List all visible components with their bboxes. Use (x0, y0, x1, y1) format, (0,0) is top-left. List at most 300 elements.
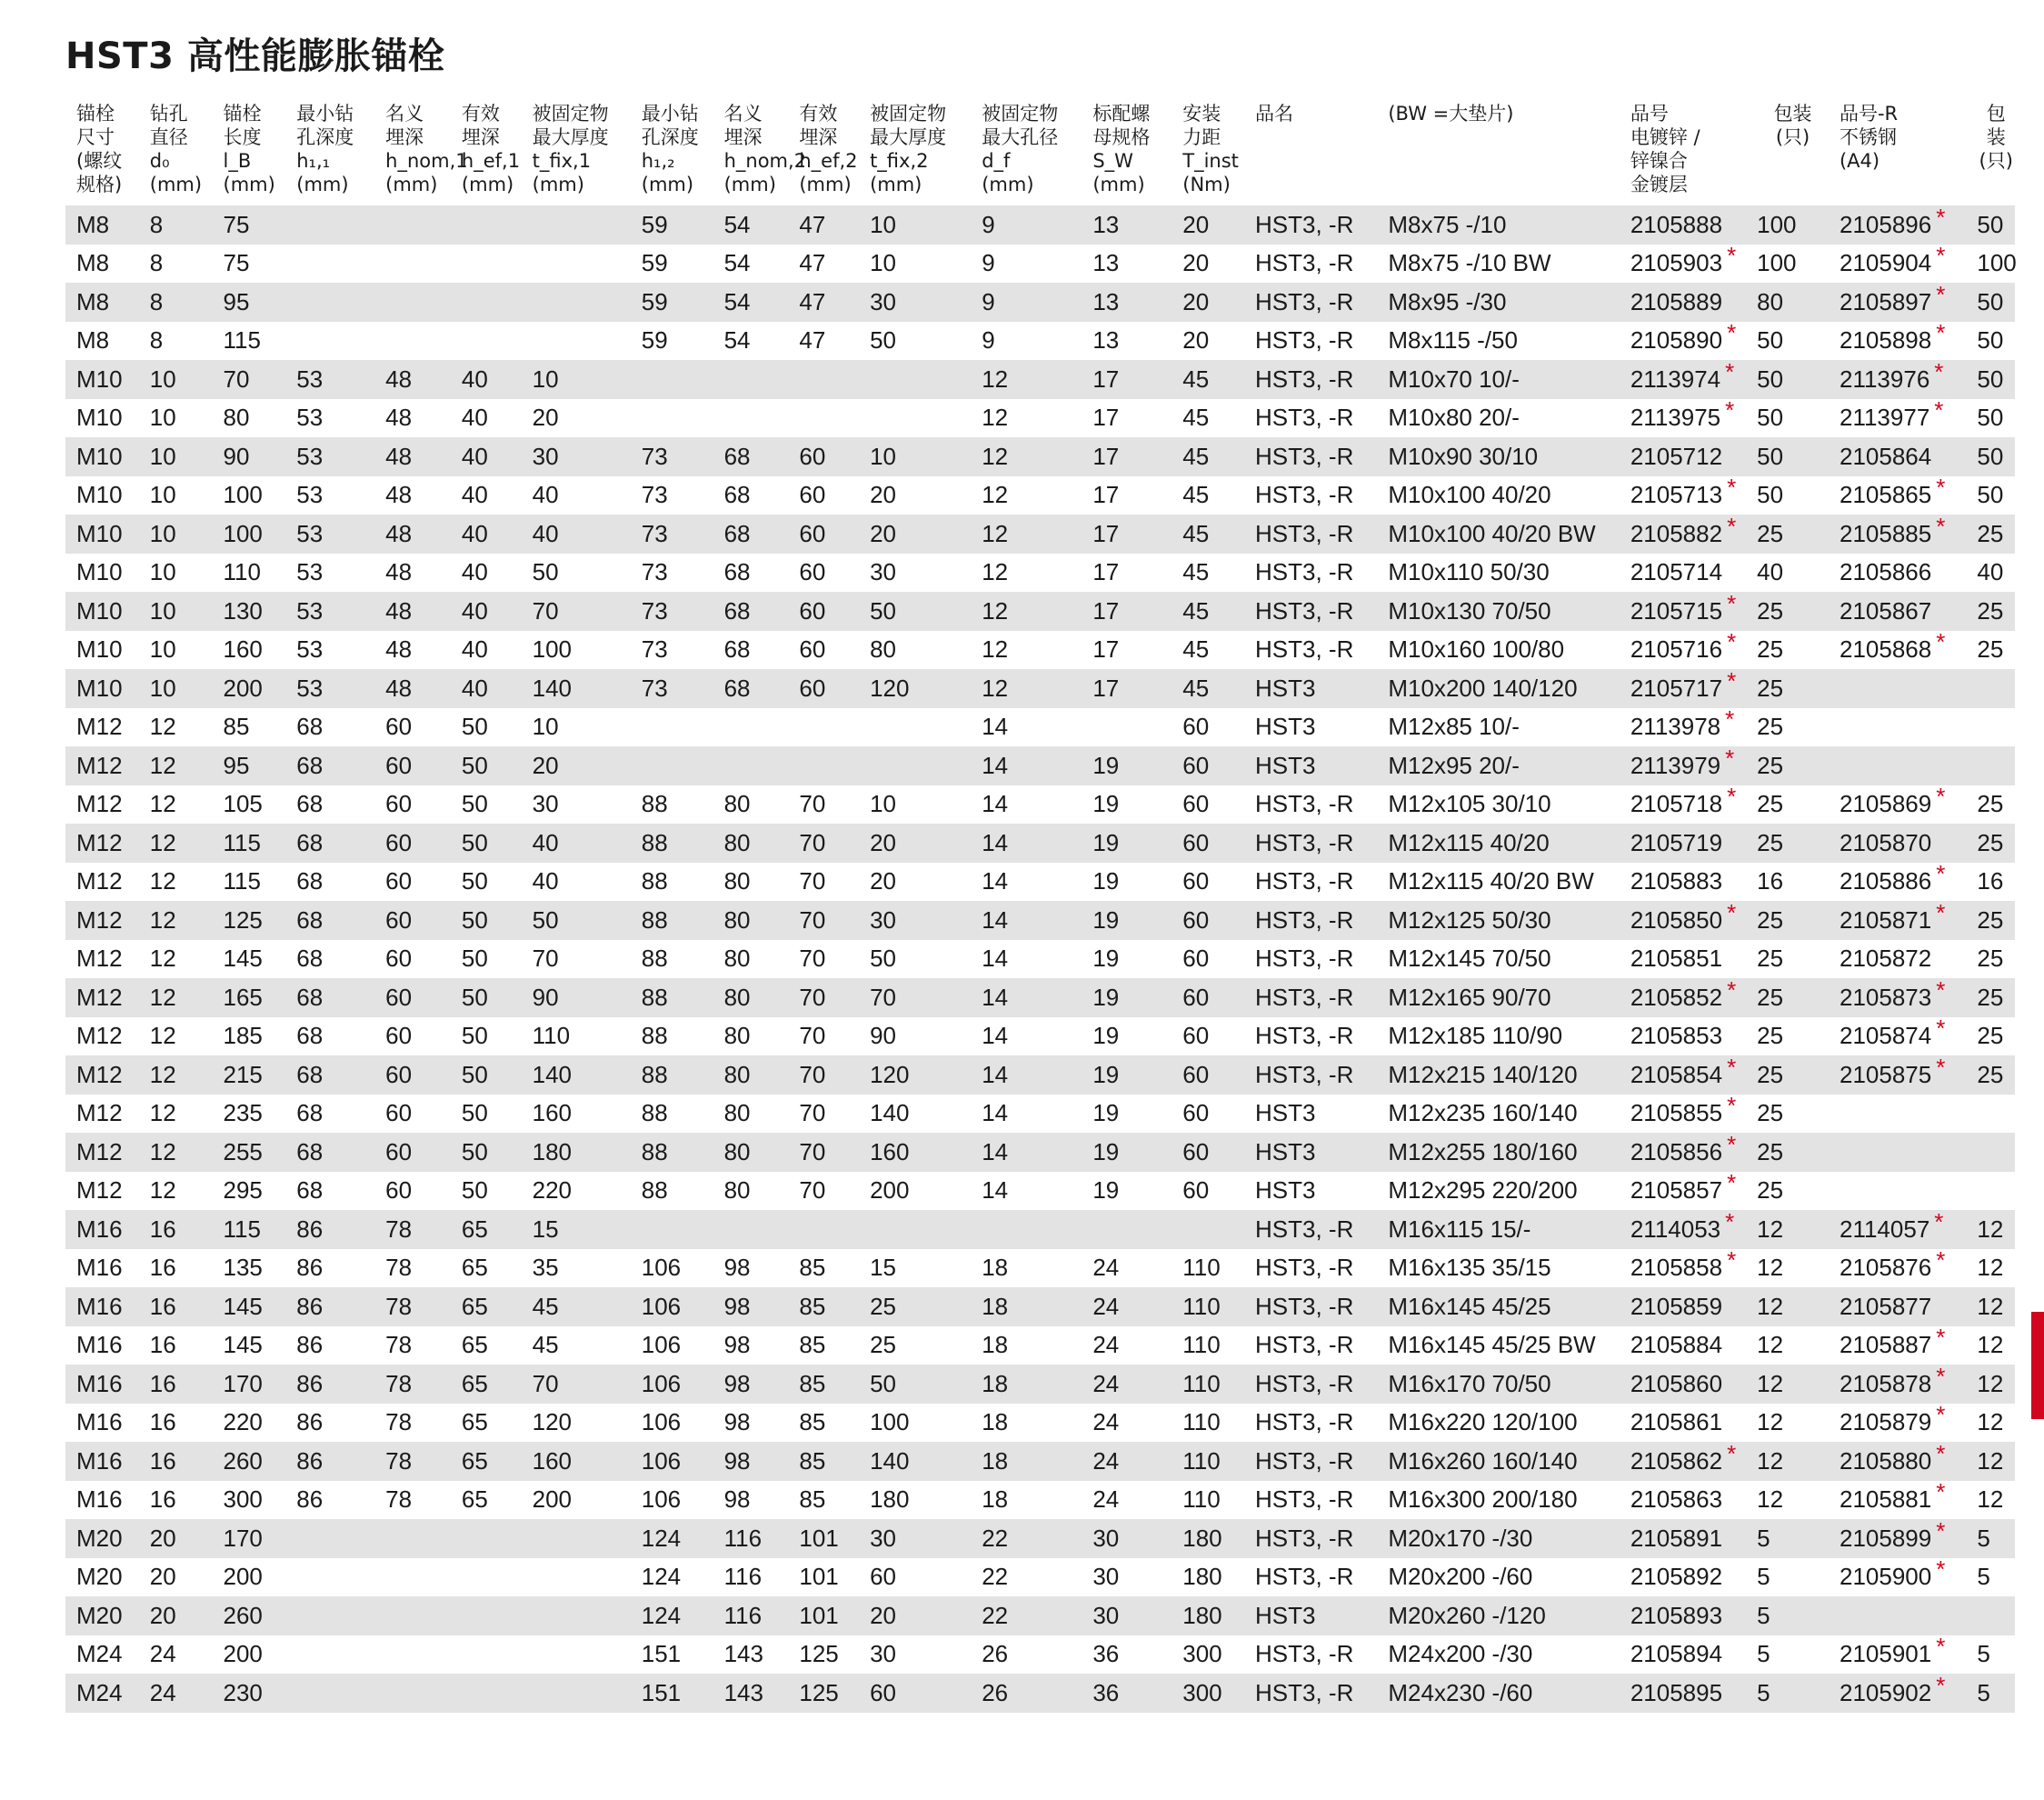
cell-item1: 2105883 (1630, 867, 1723, 895)
cell-lb: 170 (213, 1519, 286, 1558)
asterisk-icon: * (1727, 1439, 1737, 1467)
cell-sw: 36 (1082, 1674, 1172, 1713)
cell-pack2: 25 (1966, 824, 2015, 863)
cell-tinst: 20 (1172, 283, 1244, 322)
cell-h12: 73 (631, 437, 713, 476)
cell-size: M8 (76, 326, 110, 355)
cell-sw: 17 (1092, 481, 1120, 509)
cell-h11: 68 (285, 824, 374, 863)
cell-h11: 68 (285, 978, 374, 1017)
cell-hnom2: 68 (713, 515, 789, 554)
cell-tfix2: 160 (859, 1133, 971, 1172)
cell-item2: 2105875 * (1829, 1055, 1966, 1095)
cell-pack1: 5 (1746, 1596, 1829, 1635)
cell-pack1: 5 (1757, 1640, 1770, 1668)
cell-name: HST3, -R (1255, 867, 1354, 895)
cell-pack1: 25 (1746, 824, 1829, 863)
table-row (65, 940, 2015, 979)
asterisk-icon: * (1936, 1478, 1946, 1506)
cell-h12: 88 (641, 945, 668, 973)
cell-hef2: 101 (799, 1563, 839, 1591)
cell-name: HST3, -R (1244, 1674, 1377, 1713)
cell-hnom1: 78 (374, 1287, 451, 1326)
cell-hef1: 50 (461, 867, 488, 895)
cell-name: HST3, -R (1244, 824, 1377, 863)
cell-pack2: 12 (1966, 1287, 2015, 1326)
cell-hnom1: 60 (385, 1099, 413, 1127)
table-row (65, 1172, 2015, 1211)
cell-size: M12 (76, 1099, 123, 1127)
cell-hef2 (788, 399, 859, 438)
cell-d0: 12 (149, 790, 176, 818)
asterisk-icon: * (1727, 474, 1737, 502)
table-row (65, 554, 2015, 593)
asterisk-icon: * (1727, 783, 1737, 811)
asterisk-icon: * (1727, 512, 1737, 540)
cell-tfix2: 30 (870, 558, 896, 586)
cell-tfix2 (859, 1210, 971, 1249)
cell-item2: 2105902 * (1829, 1674, 1966, 1713)
cell-h11: 68 (296, 713, 324, 741)
cell-name: HST3, -R (1244, 360, 1377, 399)
cell-pack1: 25 (1746, 978, 1829, 1017)
asterisk-icon: * (1727, 589, 1737, 617)
cell-pack2 (1966, 1596, 2015, 1635)
cell-hef1: 50 (461, 945, 488, 973)
cell-hef2: 85 (799, 1331, 826, 1359)
cell-df: 22 (971, 1519, 1082, 1558)
cell-hef1 (451, 322, 522, 361)
cell-lb: 75 (223, 249, 250, 277)
cell-d0: 16 (139, 1365, 213, 1404)
cell-item1: 2105891 (1620, 1519, 1746, 1558)
cell-pack2: 5 (1977, 1563, 1990, 1591)
cell-hef2: 60 (788, 515, 859, 554)
cell-h12: 151 (631, 1674, 713, 1713)
cell-h11: 53 (285, 669, 374, 708)
cell-item2 (1829, 669, 1966, 708)
cell-hef2: 47 (799, 249, 826, 277)
cell-hef1: 50 (451, 1133, 522, 1172)
cell-h11: 53 (285, 592, 374, 631)
cell-size: M12 (65, 1133, 139, 1172)
cell-hef2: 85 (788, 1365, 859, 1404)
cell-sw: 17 (1082, 669, 1172, 708)
cell-tfix1: 180 (522, 1133, 631, 1172)
cell-df: 14 (971, 978, 1082, 1017)
cell-item2: 2105887 * (1839, 1324, 1946, 1359)
cell-hef2: 70 (799, 867, 826, 895)
cell-desc: M16x300 200/180 (1388, 1485, 1578, 1514)
cell-hef2 (788, 746, 859, 785)
cell-tinst: 60 (1182, 945, 1210, 973)
cell-name: HST3, -R (1244, 437, 1377, 476)
cell-sw: 17 (1082, 360, 1172, 399)
cell-sw: 24 (1082, 1442, 1172, 1481)
cell-h11: 53 (285, 515, 374, 554)
cell-pack1: 100 (1757, 249, 1797, 277)
cell-lb: 165 (213, 978, 286, 1017)
cell-hef1: 50 (451, 824, 522, 863)
asterisk-icon: * (1725, 705, 1735, 734)
cell-item1: 2114053 * (1620, 1210, 1746, 1249)
cell-sw: 24 (1092, 1254, 1120, 1282)
cell-pack2: 5 (1966, 1519, 2015, 1558)
cell-item1: 2105884 (1630, 1331, 1723, 1359)
cell-hnom1: 48 (385, 558, 413, 586)
cell-h12: 59 (631, 205, 713, 245)
cell-desc: M10x70 10/- (1377, 360, 1619, 399)
cell-tinst: 45 (1172, 360, 1244, 399)
cell-desc: M16x220 120/100 (1388, 1408, 1578, 1436)
cell-hnom1: 78 (374, 1442, 451, 1481)
cell-item1: 2105894 (1630, 1640, 1723, 1668)
cell-h12: 59 (641, 326, 668, 355)
cell-item1: 2105862 * (1620, 1442, 1746, 1481)
cell-hef2: 47 (788, 283, 859, 322)
cell-h12: 106 (641, 1408, 682, 1436)
cell-hnom2: 98 (723, 1331, 751, 1359)
table-row (65, 1287, 2015, 1326)
cell-df: 14 (982, 867, 1009, 895)
asterisk-icon: * (1936, 1362, 1946, 1390)
cell-tinst: 45 (1172, 592, 1244, 631)
table-row (65, 863, 2015, 902)
cell-tfix2: 50 (870, 326, 896, 355)
cell-df: 12 (982, 481, 1009, 509)
cell-tinst: 60 (1182, 1022, 1210, 1050)
cell-h11: 68 (285, 746, 374, 785)
cell-hnom1: 78 (374, 1210, 451, 1249)
cell-h12: 73 (641, 481, 668, 509)
cell-tfix2: 15 (870, 1254, 896, 1282)
col-header-pack2: 包装 (只) (1979, 103, 2013, 172)
cell-item1: 2105892 (1630, 1563, 1723, 1591)
cell-lb: 145 (213, 1287, 286, 1326)
cell-hef2: 60 (788, 592, 859, 631)
cell-size: M8 (65, 283, 139, 322)
cell-pack1: 5 (1746, 1674, 1829, 1713)
cell-tfix2: 80 (870, 635, 896, 664)
cell-sw: 19 (1082, 1055, 1172, 1095)
cell-name: HST3 (1244, 1596, 1377, 1635)
cell-h11: 86 (285, 1287, 374, 1326)
cell-pack1: 25 (1746, 746, 1829, 785)
cell-hnom1: 78 (385, 1485, 413, 1514)
asterisk-icon: * (1936, 860, 1946, 888)
cell-size: M16 (76, 1485, 123, 1514)
cell-item2: 2105864 (1829, 437, 1966, 476)
col-header-tinst: 安装 力距 T_inst (Nm) (1182, 103, 1239, 195)
cell-hnom2: 68 (713, 437, 789, 476)
cell-df: 14 (982, 1099, 1009, 1127)
cell-tfix1: 15 (522, 1210, 631, 1249)
cell-item1: 2113978 * (1630, 705, 1735, 741)
cell-tfix2: 30 (859, 283, 971, 322)
cell-hnom2: 143 (723, 1640, 763, 1668)
cell-tfix1: 160 (532, 1099, 573, 1127)
cell-sw: 19 (1082, 1133, 1172, 1172)
cell-tinst: 180 (1172, 1596, 1244, 1635)
cell-item1: 2105859 (1620, 1287, 1746, 1326)
cell-desc: M12x215 140/120 (1377, 1055, 1619, 1095)
cell-d0: 10 (149, 558, 176, 586)
cell-df: 14 (971, 746, 1082, 785)
cell-lb: 90 (213, 437, 286, 476)
cell-tinst: 110 (1182, 1331, 1221, 1359)
cell-hnom2: 68 (723, 481, 751, 509)
cell-tfix1: 140 (522, 1055, 631, 1095)
cell-size: M10 (65, 360, 139, 399)
cell-df: 12 (982, 558, 1009, 586)
asterisk-icon: * (1727, 319, 1737, 347)
asterisk-icon: * (1725, 1207, 1735, 1235)
cell-hnom2: 98 (713, 1442, 789, 1481)
cell-hef1: 65 (451, 1210, 522, 1249)
cell-hef2: 60 (799, 635, 826, 664)
cell-pack1: 12 (1746, 1287, 1829, 1326)
asterisk-icon: * (1936, 898, 1946, 926)
cell-hef2: 85 (799, 1485, 826, 1514)
table-row (65, 476, 2015, 515)
cell-lb: 160 (223, 635, 263, 664)
cell-tfix1: 70 (522, 592, 631, 631)
cell-sw: 17 (1082, 515, 1172, 554)
cell-hef2: 70 (788, 1055, 859, 1095)
page-title: HST3 高性能膨胀锚栓 (65, 35, 445, 77)
cell-h11: 53 (285, 437, 374, 476)
cell-item2: 2105881 * (1839, 1478, 1946, 1514)
cell-pack1: 25 (1757, 945, 1784, 973)
cell-size: M12 (65, 901, 139, 940)
cell-sw: 17 (1092, 404, 1120, 432)
cell-tinst: 60 (1172, 901, 1244, 940)
cell-hef1: 50 (451, 978, 522, 1017)
cell-tinst: 60 (1182, 1099, 1210, 1127)
cell-tfix1 (522, 1674, 631, 1713)
table-row (65, 1635, 2015, 1675)
col-header-size: 锚栓 尺寸 (螺纹 规格) (76, 103, 123, 195)
cell-df: 12 (982, 404, 1009, 432)
cell-pack1: 12 (1757, 1331, 1784, 1359)
cell-item2: 2105874 * (1839, 1015, 1946, 1050)
cell-pack1: 50 (1757, 481, 1784, 509)
cell-d0: 10 (139, 592, 213, 631)
cell-pack2: 12 (1977, 1254, 2004, 1282)
cell-pack1: 25 (1746, 901, 1829, 940)
cell-hef2: 70 (788, 824, 859, 863)
cell-name: HST3 (1244, 1133, 1377, 1172)
cell-d0: 12 (139, 1133, 213, 1172)
cell-d0: 20 (139, 1519, 213, 1558)
cell-name: HST3, -R (1244, 978, 1377, 1017)
cell-item1: 2105856 * (1620, 1133, 1746, 1172)
cell-item2: 2105896 * (1829, 205, 1966, 245)
cell-d0: 10 (149, 481, 176, 509)
table-row (65, 1055, 2015, 1095)
cell-pack2: 40 (1977, 558, 2004, 586)
cell-tfix1 (522, 205, 631, 245)
cell-pack2: 5 (1977, 1640, 1990, 1668)
cell-hnom2: 80 (723, 790, 751, 818)
cell-hef1: 50 (451, 901, 522, 940)
cell-item1: 2105850 * (1620, 901, 1746, 940)
cell-h11: 86 (285, 1442, 374, 1481)
cell-pack1: 50 (1746, 360, 1829, 399)
cell-h12: 88 (631, 978, 713, 1017)
cell-h11: 53 (285, 360, 374, 399)
cell-pack2: 25 (1977, 635, 2004, 664)
cell-tfix2: 60 (870, 1563, 896, 1591)
cell-hnom2: 98 (723, 1485, 751, 1514)
cell-sw: 17 (1092, 558, 1120, 586)
cell-df: 12 (971, 515, 1082, 554)
cell-h12: 88 (641, 1022, 668, 1050)
table-row (65, 1017, 2015, 1056)
cell-tinst: 20 (1182, 326, 1210, 355)
cell-desc: M12x235 160/140 (1388, 1099, 1578, 1127)
table-row (65, 399, 2015, 438)
cell-tfix1: 50 (532, 558, 559, 586)
cell-hnom1: 60 (385, 945, 413, 973)
cell-hnom1 (374, 1596, 451, 1635)
col-header-hef1: 有效 埋深 h_ef,1 (mm) (461, 103, 521, 195)
cell-d0: 8 (149, 249, 164, 277)
asterisk-icon: * (1727, 666, 1737, 695)
cell-hef1: 65 (451, 1287, 522, 1326)
cell-pack1: 50 (1746, 437, 1829, 476)
cell-tfix1 (522, 283, 631, 322)
cell-hnom2: 80 (713, 978, 789, 1017)
cell-sw: 30 (1082, 1519, 1172, 1558)
cell-hnom2: 54 (713, 283, 789, 322)
cell-desc: M12x295 220/200 (1388, 1176, 1578, 1205)
cell-desc: M20x260 -/120 (1377, 1596, 1619, 1635)
asterisk-icon: * (1727, 242, 1737, 270)
col-header-tfix2: 被固定物 最大厚度 t_fix,2 (mm) (870, 103, 947, 195)
cell-h12: 106 (641, 1254, 682, 1282)
cell-tfix1: 200 (532, 1485, 573, 1514)
cell-sw: 19 (1082, 824, 1172, 863)
cell-tfix2 (859, 708, 971, 747)
cell-lb: 200 (213, 669, 286, 708)
cell-pack1: 16 (1757, 867, 1784, 895)
cell-tinst: 60 (1182, 790, 1210, 818)
cell-hef1: 65 (451, 1365, 522, 1404)
cell-tfix2: 20 (870, 867, 896, 895)
table-row (65, 708, 2015, 747)
cell-tfix2: 90 (870, 1022, 896, 1050)
cell-tfix1 (522, 1558, 631, 1597)
asterisk-icon: * (1936, 203, 1946, 231)
cell-pack2: 12 (1977, 1331, 2004, 1359)
table-row (65, 1404, 2015, 1443)
cell-item1: 2105895 (1620, 1674, 1746, 1713)
cell-item1: 2105858 * (1630, 1246, 1737, 1282)
cell-item1: 2113975 * (1630, 396, 1735, 432)
cell-pack1: 25 (1746, 515, 1829, 554)
cell-tinst: 20 (1182, 249, 1210, 277)
cell-item1: 2105851 (1630, 945, 1723, 973)
cell-name: HST3, -R (1255, 945, 1354, 973)
cell-lb: 115 (213, 1210, 286, 1249)
cell-tinst: 45 (1182, 558, 1210, 586)
asterisk-icon: * (1936, 512, 1946, 540)
cell-tinst: 60 (1172, 1133, 1244, 1172)
cell-d0: 24 (149, 1640, 176, 1668)
cell-name: HST3, -R (1244, 1287, 1377, 1326)
col-header-item2: 品号-R 不锈钢 (A4) (1839, 103, 1899, 172)
cell-desc: M16x170 70/50 (1377, 1365, 1619, 1404)
cell-h12: 88 (641, 1099, 668, 1127)
table-row (65, 669, 2015, 708)
cell-tfix1 (522, 322, 631, 361)
cell-name: HST3 (1255, 713, 1316, 741)
cell-pack1: 25 (1746, 1055, 1829, 1095)
cell-tfix1: 70 (532, 945, 559, 973)
cell-size: M10 (76, 481, 123, 509)
cell-h11 (285, 1596, 374, 1635)
cell-lb: 145 (223, 1331, 263, 1359)
cell-hnom1 (374, 205, 451, 245)
cell-h11 (285, 1674, 374, 1713)
cell-pack2: 12 (1966, 1365, 2015, 1404)
cell-tinst: 110 (1172, 1365, 1244, 1404)
cell-item1: 2105890 * (1630, 319, 1737, 355)
cell-pack1: 12 (1757, 1408, 1784, 1436)
cell-pack1: 25 (1746, 669, 1829, 708)
cell-pack1: 5 (1757, 1563, 1770, 1591)
cell-tinst: 110 (1172, 1287, 1244, 1326)
cell-size: M12 (76, 945, 123, 973)
cell-pack2 (1966, 746, 2015, 785)
cell-tfix2: 20 (859, 824, 971, 863)
cell-desc: M20x170 -/30 (1377, 1519, 1619, 1558)
cell-pack2: 25 (1966, 978, 2015, 1017)
cell-tfix2: 30 (870, 1640, 896, 1668)
cell-pack1: 25 (1757, 713, 1784, 741)
cell-sw: 19 (1092, 1099, 1120, 1127)
cell-h12: 106 (631, 1287, 713, 1326)
cell-item1: 2113974 * (1620, 360, 1746, 399)
cell-name: HST3, -R (1244, 1519, 1377, 1558)
cell-item1: 2105888 (1620, 205, 1746, 245)
table-row (65, 1596, 2015, 1635)
cell-hef1: 65 (451, 1442, 522, 1481)
cell-hnom2: 98 (713, 1365, 789, 1404)
cell-h11: 53 (296, 481, 324, 509)
cell-h12: 59 (631, 283, 713, 322)
cell-hef1: 40 (461, 404, 488, 432)
cell-h12: 88 (631, 824, 713, 863)
asterisk-icon: * (1934, 357, 1944, 385)
cell-name: HST3, -R (1244, 283, 1377, 322)
cell-sw: 13 (1092, 326, 1120, 355)
cell-desc: M24x200 -/30 (1388, 1640, 1533, 1668)
table-row (65, 1133, 2015, 1172)
cell-tfix1: 40 (532, 481, 559, 509)
header-row (65, 102, 2015, 205)
cell-item2: 2105885 * (1829, 515, 1966, 554)
cell-h12 (631, 360, 713, 399)
cell-lb: 300 (223, 1485, 263, 1514)
cell-df: 14 (971, 1055, 1082, 1095)
cell-d0: 16 (139, 1287, 213, 1326)
cell-size: M16 (65, 1365, 139, 1404)
cell-desc: M12x255 180/160 (1377, 1133, 1619, 1172)
cell-tfix1: 100 (532, 635, 573, 664)
cell-hef2: 70 (788, 901, 859, 940)
